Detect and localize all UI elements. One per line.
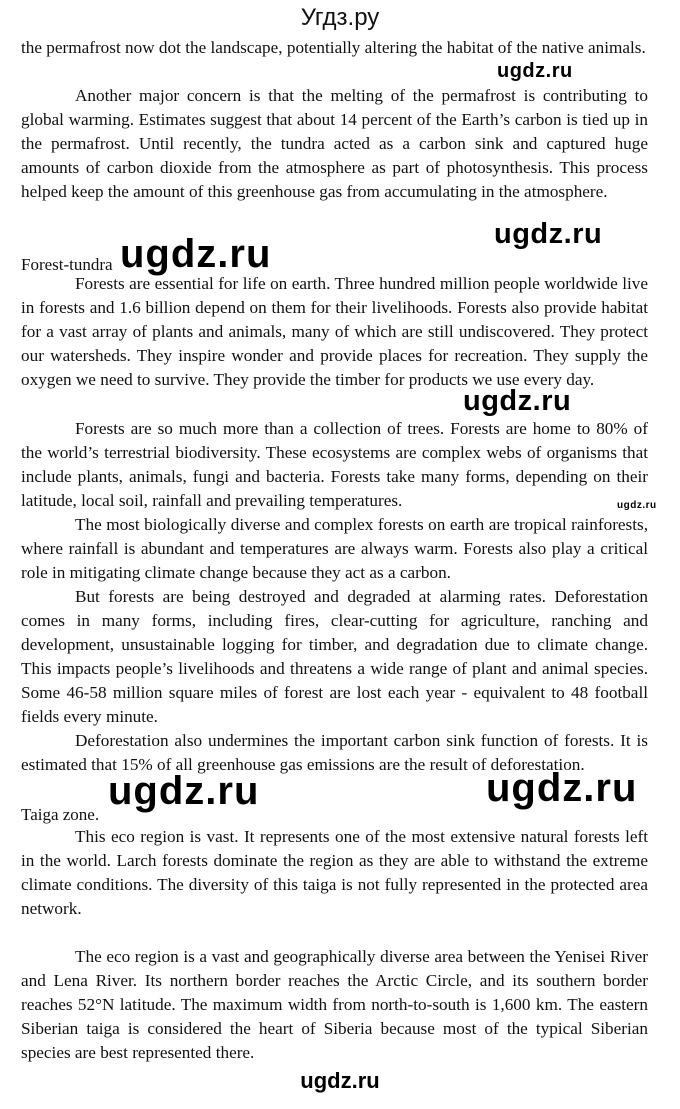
watermark: ugdz.ru	[463, 385, 572, 417]
paragraph-forests-biodiversity: Forests are so much more than a collection of trees. Forests are home to 80% of the world’s terrestrial biodiversity. These ecosystems are complex webs of organisms that include plants, animals, fungi and bacteria. Forests take many forms, depending on their latitude, local soil, rainfall and prevailing temperatures.	[21, 419, 648, 510]
paragraph-tropical-rainforests: The most biologically diverse and complex forests on earth are tropical rainforests, where rainfall is abundant and temperatures are always warm. Forests also play a critical role in mitigating climate change because they act as a carbon.	[21, 515, 648, 582]
section-heading-taiga: Taiga zone.	[21, 805, 100, 824]
paragraph-eco-region-vast: This eco region is vast. It represents one of the most extensive natural forests left in the world. Larch forests dominate the region as they are able to withstand the extreme climate conditions. The diversity of this taiga is not fully represented in the protected area network.	[21, 827, 648, 918]
paragraph-permafrost-end: the permafrost now dot the landscape, potentially altering the habitat of the native animals.	[21, 38, 646, 57]
watermark: ugdz.ru	[494, 218, 603, 250]
section-heading-forest-tundra: Forest-tundra	[21, 255, 113, 274]
watermark: ugdz.ru	[120, 232, 272, 276]
paragraph-carbon-sink: Deforestation also undermines the important carbon sink function of forests. It is estimated that 15% of all greenhouse gas emissions are the result of deforestation.	[21, 731, 648, 774]
watermark: ugdz.ru	[497, 60, 573, 82]
site-title: Угдз.ру	[300, 4, 380, 31]
watermark: ugdz.ru	[617, 500, 657, 511]
watermark: ugdz.ru	[486, 766, 638, 810]
paragraph-deforestation: But forests are being destroyed and degraded at alarming rates. Deforestation comes in many forms, including fires, clear-cutting for agriculture, ranching and development, unsustainable logging for timber, and degradation due to climate change. This impacts people’s livelihoods and threatens a wide range of plant and animal species. Some 46-58 million square miles of forest are lost each year - equivalent to 48 football fields every minute.	[21, 587, 648, 726]
paragraph-eco-region-geography: The eco region is a vast and geographically diverse area between the Yenisei River and Lena River. Its northern border reaches the Arctic Circle, and its southern border reaches 52°N latitude. The maximum width from north-to-south is 1,600 km. The eastern Siberian taiga is considered the heart of Siberia because most of the typical Siberian species are best represented there.	[21, 947, 648, 1062]
paragraph-forests-essential: Forests are essential for life on earth. Three hundred million people worldwide live in forests and 1.6 billion depend on them for their livelihoods. Forests also provide habitat for a vast array of plants and animals, many of which are still undiscovered. They protect our watersheds. They inspire wonder and provide places for recreation. They supply the oxygen we need to survive. They provide the timber for products we use every day.	[21, 274, 648, 389]
watermark: ugdz.ru	[108, 769, 260, 813]
watermark-footer: ugdz.ru	[300, 1068, 380, 1093]
paragraph-global-warming: Another major concern is that the melting of the permafrost is contributing to global warming. Estimates suggest that about 14 percent of the Earth’s carbon is tied up in the permafrost. Until recently, the tundra acted as a carbon sink and captured huge amounts of carbon dioxide from the atmosphere as part of photosynthesis. This process helped keep the amount of this greenhouse gas from accumulating in the atmosphere.	[21, 86, 648, 201]
